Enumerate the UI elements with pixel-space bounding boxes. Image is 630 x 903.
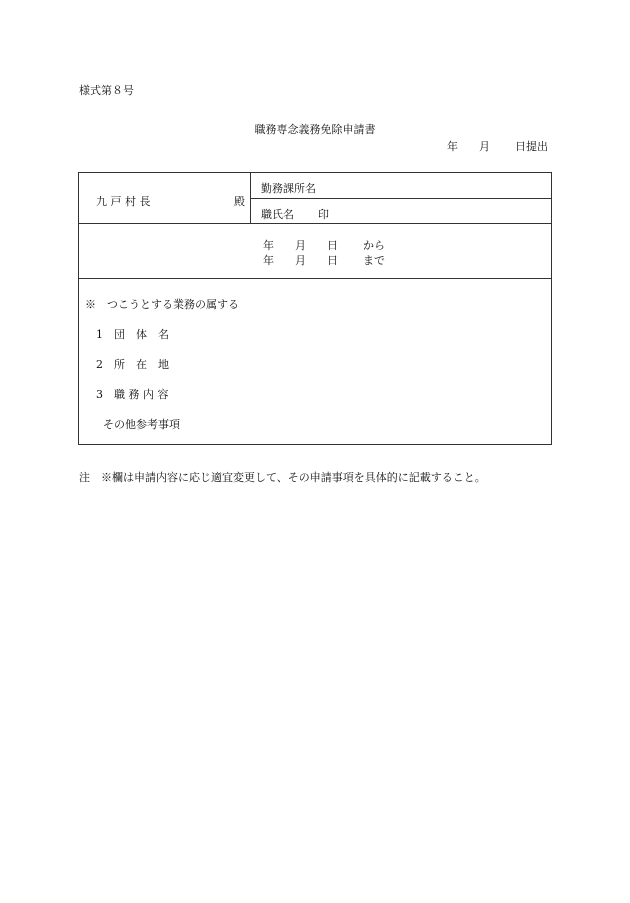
period-from-year: 年 <box>263 239 274 252</box>
addressee-name: 九 戸 村 長 <box>96 195 151 208</box>
period-from-suffix: から <box>363 239 385 252</box>
footnote: 注 ※欄は申請内容に応じ適宜変更して、その申請事項を具体的に記載すること。 <box>79 471 486 484</box>
details-heading: ※ つこうとする業務の属する <box>85 298 239 311</box>
department-field-label: 勤務課所名 <box>261 182 316 195</box>
row-divider <box>79 223 551 224</box>
submit-month-label: 月 <box>479 140 490 153</box>
submission-date <box>447 138 548 154</box>
seal-label: 印 <box>318 208 329 221</box>
period-to-day: 日 <box>327 254 338 267</box>
period-from-month: 月 <box>295 239 306 252</box>
document-title: 職務専念義務免除申請書 <box>254 123 376 136</box>
form-number: 様式第８号 <box>79 84 134 97</box>
period-to-month: 月 <box>295 254 306 267</box>
period-from-row <box>263 237 385 253</box>
period-to-row <box>263 252 385 268</box>
detail-item-location: 2 所 在 地 <box>96 358 169 371</box>
period-to-suffix: まで <box>363 254 385 267</box>
application-form-table <box>78 172 552 445</box>
addressee-honorific: 殿 <box>234 195 245 208</box>
row-divider <box>79 278 551 279</box>
position-name-field-label: 職氏名 <box>261 208 294 221</box>
submit-year-label: 年 <box>447 140 458 153</box>
detail-item-duties: 3 職 務 内 容 <box>96 388 169 401</box>
submit-day-label: 日提出 <box>515 140 548 153</box>
applicant-row-divider <box>250 198 551 199</box>
period-from-day: 日 <box>327 239 338 252</box>
column-divider <box>250 173 251 223</box>
detail-item-other: その他参考事項 <box>103 418 180 431</box>
detail-item-organization: 1 団 体 名 <box>96 328 169 341</box>
period-to-year: 年 <box>263 254 274 267</box>
